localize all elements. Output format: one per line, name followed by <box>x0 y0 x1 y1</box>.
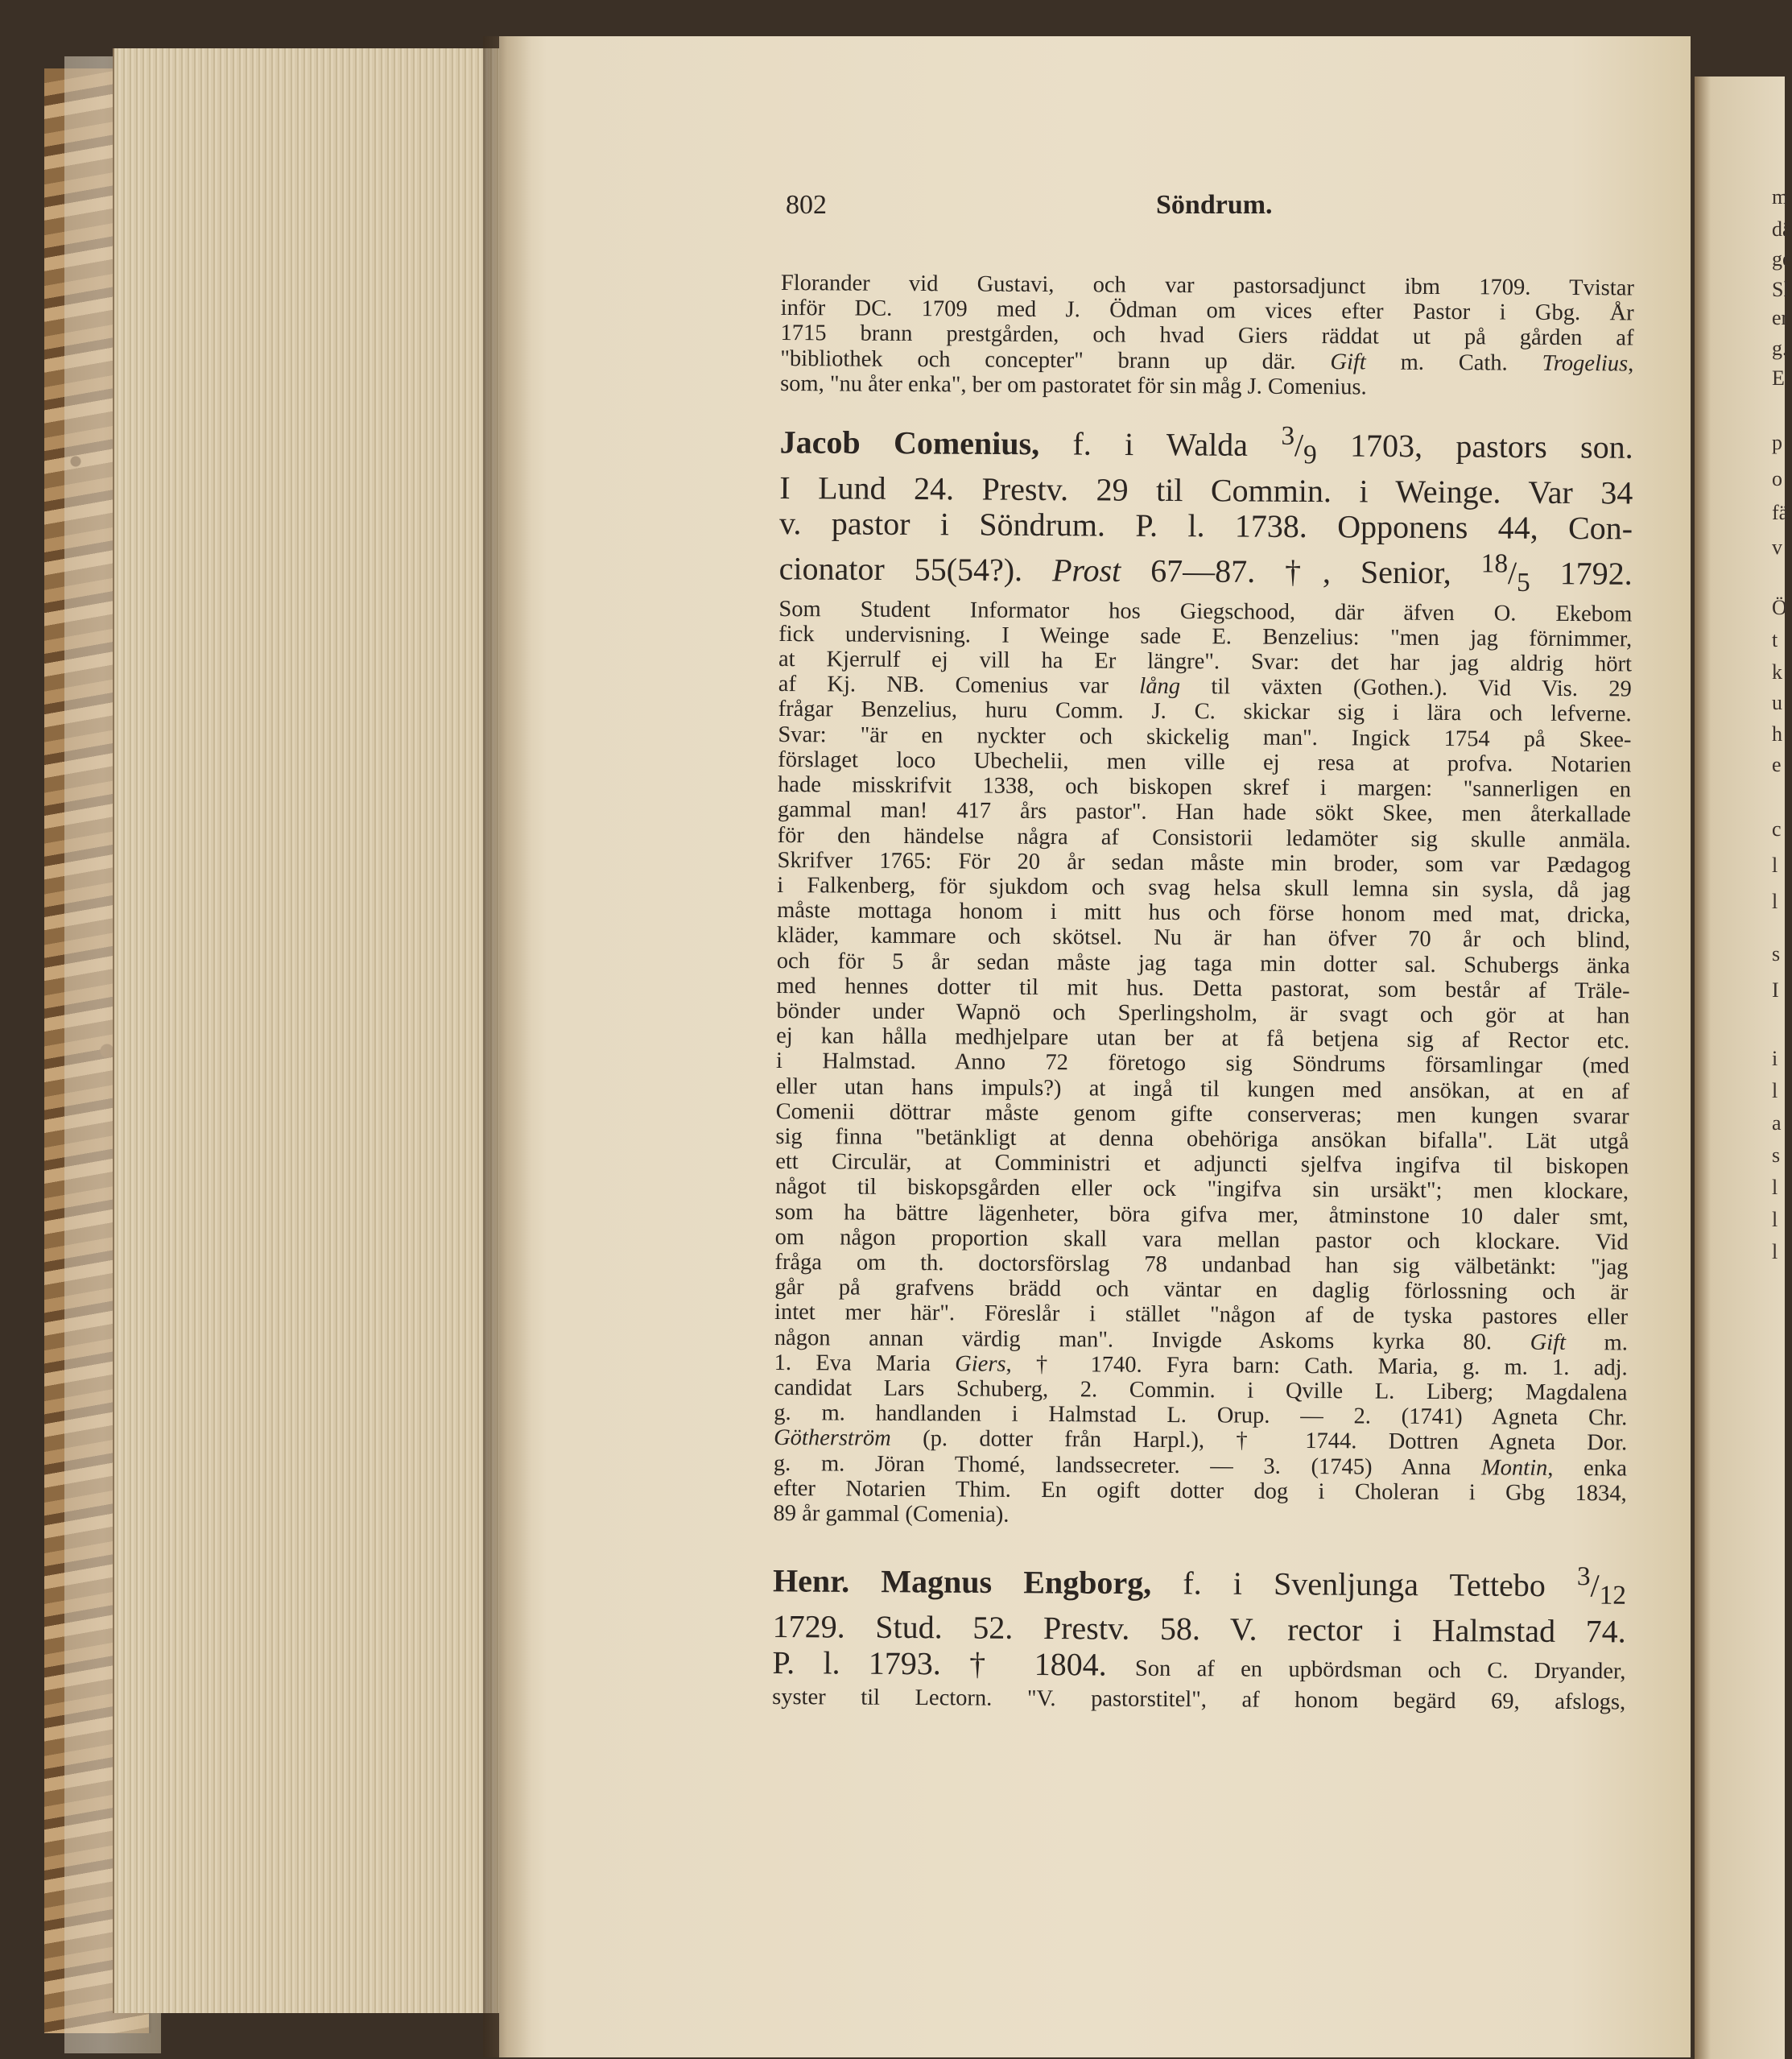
page-number: 802 <box>786 190 827 220</box>
text-line: och för 5 år sedan måste jag taga min dotter sal. Schubergs änka <box>776 948 1630 978</box>
facing-page-edge <box>1695 76 1792 2059</box>
facing-page-fragment: Ö <box>1772 596 1787 619</box>
entry-heading-line: cionator 55(54?). Prost 67—87. †, Senior, $^{18}/_5$ 1792. <box>778 548 1633 597</box>
facing-page-fragment: Sl <box>1772 278 1790 301</box>
facing-page-fragment: l <box>1772 1176 1778 1199</box>
facing-page-fragment: v <box>1772 535 1782 559</box>
text-line: Svar: "är en nyckter och skickelig man". Ingick 1754 på Skee- <box>778 721 1632 753</box>
text-line: i Halmstad. Anno 72 företogo sig Söndrums församlingar (med <box>775 1048 1630 1079</box>
facing-page-fragment: l <box>1772 890 1778 913</box>
facing-page-fragment: ge <box>1772 247 1792 271</box>
text-line: som, "nu åter enka", ber om pastoratet för sin måg J. Comenius. <box>780 370 1367 400</box>
text-line: måste mottaga honom i mitt hus och förse honom med mat, dricka, <box>777 898 1631 928</box>
text-line: Skrifver 1765: För 20 år sedan måste min broder, som var Pædagog <box>777 847 1631 879</box>
entry-heading-line: I Lund 24. Prestv. 29 til Commin. i Weinge. Var 34 <box>779 469 1633 511</box>
facing-page-fragment: g. <box>1772 337 1788 360</box>
text-line: frågar Benzelius, huru Comm. J. C. skickar sig i lära och lefverne. <box>778 697 1632 727</box>
entry-heading-line: 1729. Stud. 52. Prestv. 58. V. rector i Halmstad 74. <box>772 1607 1626 1650</box>
facing-page-fragment: l <box>1772 1208 1778 1231</box>
facing-page-fragment: l <box>1772 854 1778 877</box>
text-line: kläder, kammare och skötsel. Nu är han öfver 70 år och blind, <box>776 923 1631 953</box>
text-line: något til biskopsgården eller ock "ingifva sin ursäkt"; men klockare, <box>774 1174 1629 1205</box>
text-line: i Falkenberg, för sjukdom och svag helsa skull lemna sin sysla, då jag <box>777 872 1631 903</box>
text-line: g. m. handlanden i Halmstad L. Orup. — 2. (1741) Agneta Chr. <box>774 1400 1628 1431</box>
facing-page-fragment: i <box>1772 1047 1778 1070</box>
facing-page-fragment: e <box>1772 753 1782 776</box>
text-line: af Kj. NB. Comenius var lång til växten (Gothen.). Vid Vis. 29 <box>778 672 1632 702</box>
facing-page-fragment: I <box>1772 978 1779 1002</box>
facing-page-fragment: h <box>1772 722 1782 746</box>
page-body <box>772 271 1634 1715</box>
facing-page-fragment: s <box>1772 1143 1781 1167</box>
text-line: Comenii döttrar måste genom gifte conserveras; men kungen svarar <box>775 1098 1629 1130</box>
text-line: bönder under Wapnö och Sperlingsholm, är svagt och gör at han <box>776 998 1630 1029</box>
entry-heading-line: v. pastor i Söndrum. P. l. 1738. Opponens 44, Con- <box>778 505 1633 547</box>
entry-heading-line: Jacob Comenius, f. i Walda $^3/_9$ 1703, pastors son. <box>779 420 1633 470</box>
facing-page-fragment: p <box>1772 431 1782 454</box>
text-line: gammal man! 417 års pastor". Han hade sökt Skee, men återkallade <box>777 797 1631 828</box>
text-line: syster til Lectorn. "V. pastorstitel", af honom begärd 69, afslogs, <box>772 1684 1626 1715</box>
entry-heading-line: Henr. Magnus Engborg, f. i Svenljunga Tettebo $^3/_{12}$ <box>772 1561 1627 1610</box>
entry-heading-line: P. l. 1793. † 1804. Son af en upbördsman och C. Dryander, <box>772 1643 1626 1684</box>
facing-page-fragment: a <box>1772 1111 1782 1135</box>
text-line: någon annan värdig man". Invigde Askoms kyrka 80. Gift m. <box>774 1325 1628 1356</box>
text-line: går på grafvens brädd och väntar en daglig förlossning och är <box>774 1275 1629 1305</box>
text-line: 1. Eva Maria Giers, † 1740. Fyra barn: Cath. Maria, g. m. 1. adj. <box>774 1350 1628 1381</box>
page-gutter-shadow <box>483 36 531 2057</box>
facing-page-fragment: c <box>1772 817 1782 841</box>
text-line: fick undervisning. I Weinge sade E. Benzelius: "men jag förnimmer, <box>778 621 1633 652</box>
text-line: sig finna "betänkligt at denna obehöriga ansökan bifalla". Lät utgå <box>775 1123 1629 1155</box>
text-line: förslaget loco Ubechelii, men ville ej resa at profva. Notarien <box>778 746 1632 778</box>
facing-page-fragment: l <box>1772 1240 1778 1263</box>
text-line: intet mer här". Föreslår i stället "någon af de tyska pastores eller <box>774 1300 1629 1330</box>
text-line: candidat Lars Schuberg, 2. Commin. i Qville L. Liberg; Magdalena <box>774 1375 1628 1406</box>
running-head <box>786 190 1615 222</box>
facing-page-fragment: fä <box>1772 501 1789 524</box>
text-line: om någon proportion skall vara mellan pastor och klockare. Vid <box>774 1224 1629 1255</box>
facing-page-fragment: o <box>1772 467 1782 490</box>
text-line: med hennes dotter til mit hus. Detta pastorat, som består af Träle- <box>776 973 1630 1004</box>
text-line: ett Circulär, at Comministri et adjuncti sjelfva ingifva til biskopen <box>775 1149 1629 1180</box>
facing-page-fragment: m <box>1772 185 1789 209</box>
text-line: "bibliothek och concepter" brann up där. Gift m. Cath. Trogelius, <box>780 345 1634 377</box>
text-line: 1715 brann prestgården, och hvad Giers räddat ut på gården af <box>780 320 1634 351</box>
text-line: eller utan hans impuls?) at ingå til kungen med ansökan, at en af <box>775 1073 1629 1104</box>
facing-page-fragment: dä <box>1772 217 1792 241</box>
facing-page-fragment: t <box>1772 628 1778 651</box>
text-line: at Kjerrulf ej vill ha Er längre". Svar: det har jag aldrig hört <box>778 647 1633 677</box>
page-title: Söndrum. <box>1156 190 1273 220</box>
text-line: 89 år gammal (Comenia). <box>773 1500 1010 1528</box>
facing-page-fragment: er <box>1772 306 1789 329</box>
text-line: g. m. Jöran Thomé, landssecreter. — 3. (1745) Anna Montin, enka <box>773 1450 1628 1482</box>
text-line: inför DC. 1709 med J. Ödman om vices efter Pastor i Gbg. År <box>780 296 1634 326</box>
text-line: Florander vid Gustavi, och var pastorsadjunct ibm 1709. Tvistar <box>780 271 1634 301</box>
page-edges <box>113 48 533 2013</box>
text-line: Som Student Informator hos Giegschood, där äfven O. Ekebom <box>778 596 1633 627</box>
text-line: Götherström (p. dotter från Harpl.), † 1744. Dottren Agneta Dor. <box>774 1425 1628 1456</box>
text-line: ej kan hålla medhjelpare utan ber at få betjena sig af Rector etc. <box>776 1023 1630 1054</box>
text-line: efter Notarien Thim. En ogift dotter dog i Choleran i Gbg 1834, <box>773 1475 1627 1507</box>
text-line: för den händelse några af Consistorii ledamöter sig skulle anmäla. <box>777 822 1631 853</box>
facing-page-fragment: u <box>1772 691 1782 714</box>
text-line: fråga om th. doctorsförslag 78 undanbad han sig välbetänkt: "jag <box>774 1249 1629 1280</box>
text-line: som ha bättre lägenheter, böra gifva mer, åtminstone 10 daler smt, <box>774 1199 1629 1230</box>
text-line: hade misskrifvit 1338, och biskopen skref i margen: "sannerligen en <box>778 772 1632 803</box>
facing-page-fragment: s <box>1772 942 1781 965</box>
facing-page-fragment: k <box>1772 660 1782 684</box>
facing-page-fragment: E <box>1772 366 1785 390</box>
facing-page-fragment: l <box>1772 1079 1778 1102</box>
